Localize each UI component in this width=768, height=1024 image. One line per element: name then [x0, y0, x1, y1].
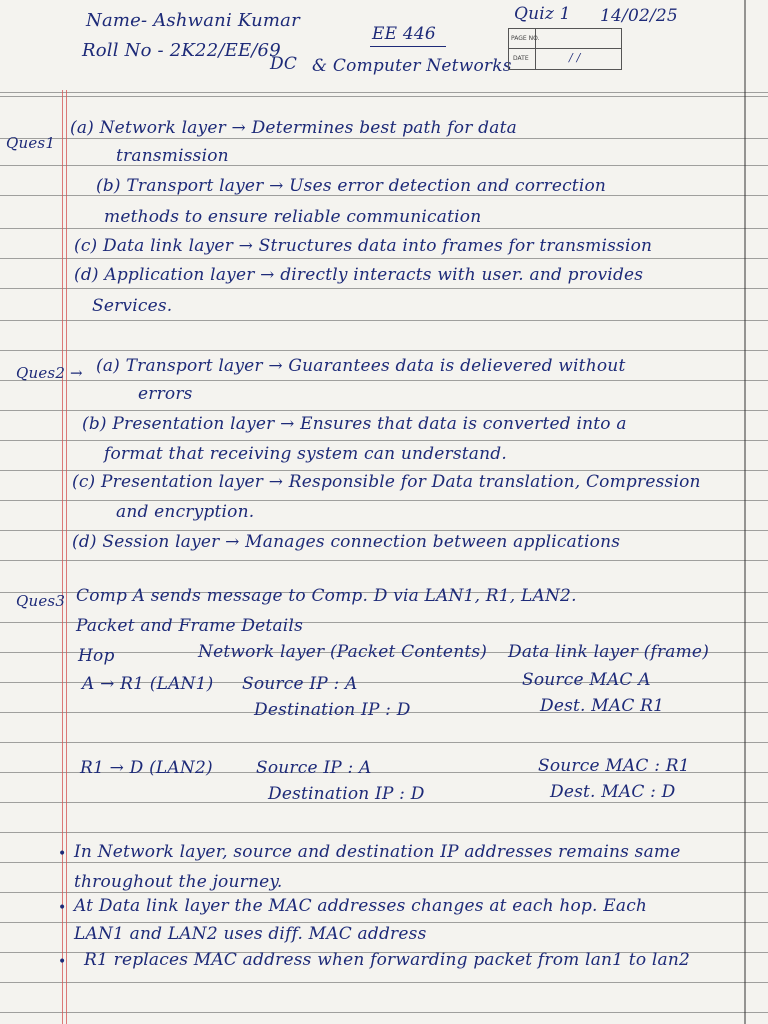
quiz-date: 14/02/25	[600, 6, 678, 26]
q3-intro: Comp A sends message to Comp. D via LAN1, R1, LAN2.	[76, 586, 577, 606]
q1-answer-a-cont: transmission	[116, 146, 229, 166]
q2-answer-c: (c) Presentation layer → Responsible for Data translation, Compression	[72, 472, 701, 492]
row1-source-ip: Source IP : A	[242, 674, 358, 694]
rule-line	[0, 500, 768, 501]
box-divider	[509, 48, 621, 49]
table-header-datalink: Data link layer (frame)	[508, 642, 710, 662]
row2-source-ip: Source IP : A	[256, 758, 372, 778]
q1-answer-c: (c) Data link layer → Structures data into frames for transmission	[74, 236, 653, 256]
rule-line	[0, 288, 768, 289]
row2-hop: R1 → D (LAN2)	[80, 758, 213, 778]
rule-line	[0, 350, 768, 351]
q1-answer-d-cont: Services.	[92, 296, 173, 316]
q2-answer-d: (d) Session layer → Manages connection between applications	[72, 532, 621, 552]
course-code: EE 446	[372, 24, 436, 44]
row1-destination-ip: Destination IP : D	[254, 700, 411, 720]
note-1-cont: throughout the journey.	[74, 872, 283, 892]
course-name: & Computer Networks	[312, 56, 512, 76]
course-code-underline	[370, 46, 446, 47]
q1-answer-b-cont: methods to ensure reliable communication	[104, 207, 482, 227]
rule-line	[0, 228, 768, 229]
row1-hop: A → R1 (LAN1)	[82, 674, 214, 694]
row1-dest-mac: Dest. MAC R1	[540, 696, 665, 716]
margin-line	[62, 90, 63, 1024]
note-3: R1 replaces MAC address when forwarding packet from lan1 to lan2	[84, 950, 690, 970]
q2-answer-b: (b) Presentation layer → Ensures that data is converted into a	[82, 414, 627, 434]
table-header-hop: Hop	[78, 646, 115, 666]
rule-line	[0, 862, 768, 863]
rule-line	[0, 470, 768, 471]
note-2-cont: LAN1 and LAN2 uses diff. MAC address	[74, 924, 427, 944]
rule-line	[0, 982, 768, 983]
note-1: In Network layer, source and destination IP addresses remains same	[74, 842, 681, 862]
q2-answer-a: (a) Transport layer → Guarantees data is delievered without	[96, 356, 626, 376]
rule-line	[0, 742, 768, 743]
note-2: At Data link layer the MAC addresses changes at each hop. Each	[74, 896, 648, 916]
q2-answer-a-cont: errors	[138, 384, 193, 404]
rule-line	[0, 92, 768, 93]
row1-source-mac: Source MAC A	[522, 670, 651, 690]
q1-answer-a: (a) Network layer → Determines best path for data	[70, 118, 517, 138]
student-name: Name- Ashwani Kumar	[86, 10, 300, 31]
course-name-dc: DC	[270, 54, 298, 74]
bullet-point: •	[58, 846, 67, 862]
q2-answer-c-cont: and encryption.	[116, 502, 255, 522]
row2-dest-mac: Dest. MAC : D	[550, 782, 676, 802]
q2-answer-b-cont: format that receiving system can understand.	[104, 444, 507, 464]
q3-label: Ques3	[16, 592, 66, 610]
q1-answer-b: (b) Transport layer → Uses error detection and correction	[96, 176, 607, 196]
rule-line	[0, 258, 768, 259]
rule-line	[0, 440, 768, 441]
page-date-box	[508, 28, 622, 70]
rule-line	[0, 832, 768, 833]
quiz-label: Quiz 1	[514, 4, 571, 24]
q3-subheading: Packet and Frame Details	[76, 616, 303, 636]
q2-label: Ques2 →	[16, 364, 83, 382]
rule-line	[0, 320, 768, 321]
rule-line	[0, 892, 768, 893]
rule-line	[0, 530, 768, 531]
q1-answer-d: (d) Application layer → directly interacts with user. and provides	[74, 265, 644, 285]
rule-line	[0, 1012, 768, 1013]
rule-line	[0, 410, 768, 411]
rule-line	[0, 380, 768, 381]
date-box-value: / /	[569, 51, 581, 64]
row2-source-mac: Source MAC : R1	[538, 756, 690, 776]
page-no-label: PAGE NO.	[511, 35, 540, 42]
rule-line	[0, 96, 768, 97]
rule-line	[0, 560, 768, 561]
rule-line	[0, 138, 768, 139]
bullet-point: •	[58, 954, 67, 970]
page-edge	[744, 0, 746, 1024]
rule-line	[0, 922, 768, 923]
table-header-network: Network layer (Packet Contents)	[198, 642, 488, 662]
bullet-point: •	[58, 900, 67, 916]
margin-line	[66, 90, 67, 1024]
q1-label: Ques1	[6, 134, 56, 152]
date-label: DATE	[513, 55, 529, 62]
row2-destination-ip: Destination IP : D	[268, 784, 425, 804]
roll-number: Roll No - 2K22/EE/69	[82, 40, 281, 61]
